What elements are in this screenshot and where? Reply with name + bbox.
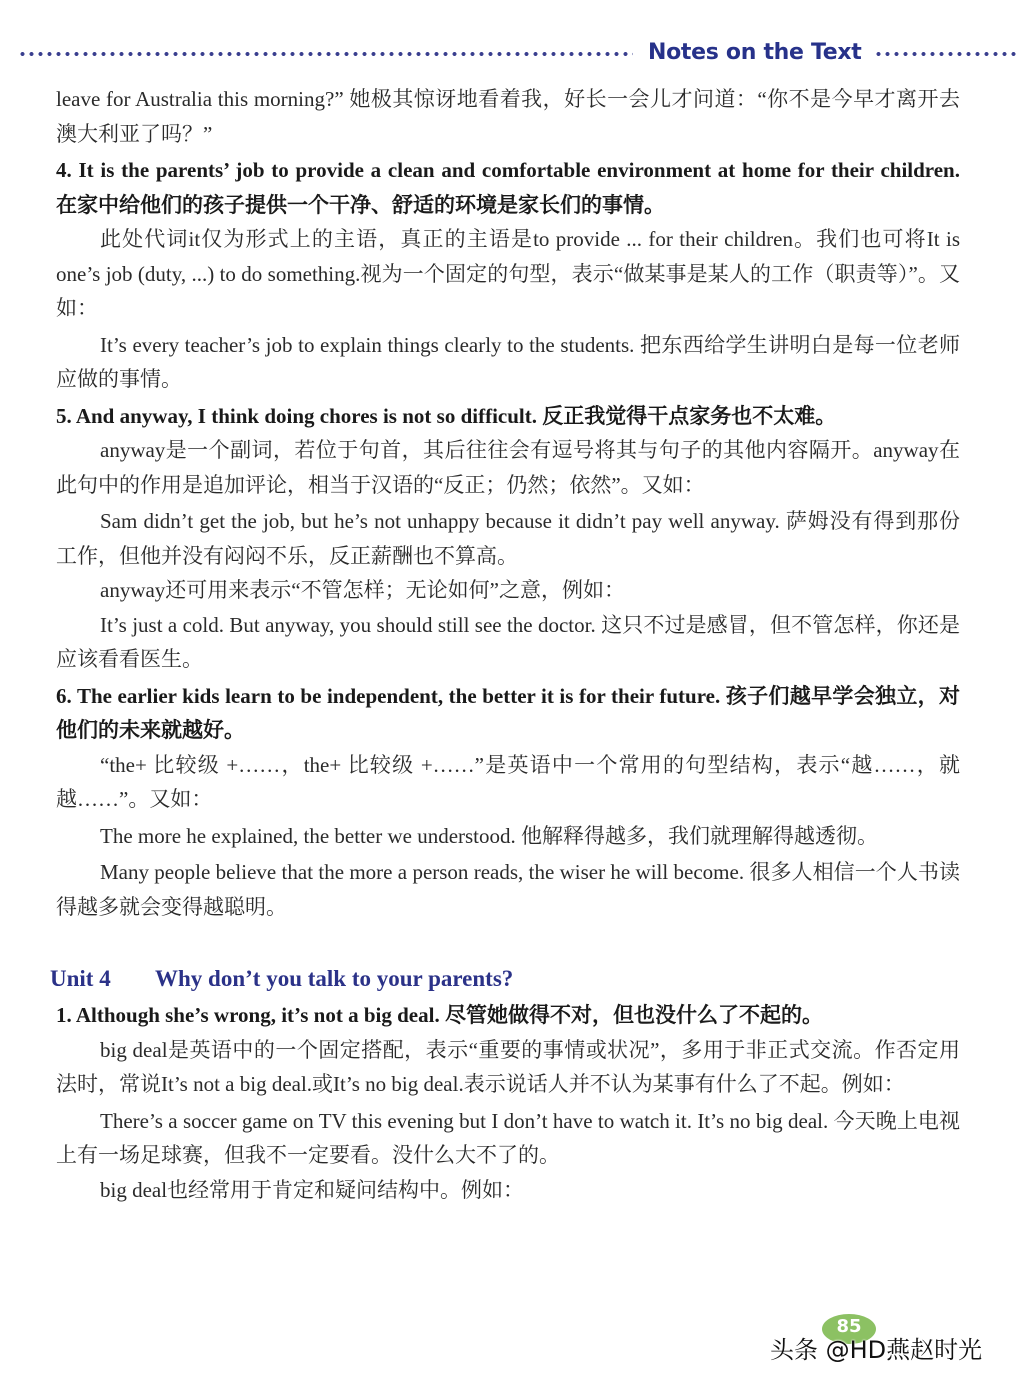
note-5-example-1: Sam didn’t get the job, but he’s not unhappy because it didn’t pay well anyway. 萨姆没有得到那份工作，但他并没有闷闷不乐，反正薪酬也不算高。 <box>56 509 960 568</box>
page-content <box>50 82 961 1207</box>
unit-heading <box>50 962 960 996</box>
unit-title: Why don’t you talk to your parents? <box>155 966 514 991</box>
note-6-heading-en: 6. The earlier kids learn to be independent, the better it is for their future. <box>56 683 721 708</box>
unit4-note-1-example-1: There’s a soccer game on TV this evening but I don’t have to watch it. It’s no big deal. 今天晚上电视上有一场足球赛，但我不一定要看。没什么大不了的。 <box>56 1108 960 1167</box>
unit4-note-1-heading-zh: 尽管她做得不对，但也没什么了不起的。 <box>439 1003 823 1027</box>
watermark-text: 头条 @HD燕赵时光 <box>770 1336 983 1364</box>
page-number-badge: 85 <box>822 1314 876 1344</box>
note-5-explanation-2: anyway还可用来表示“不管怎样；无论如何”之意，例如： <box>100 578 625 602</box>
note-4-heading-en: 4. It is the parents’ job to provide a clean and comfortable environment at home for their children. <box>56 158 960 182</box>
unit4-note-1-heading-en: 1. Although she’s wrong, it’s not a big deal. <box>56 1003 440 1027</box>
note-6-example-2: Many people believe that the more a person reads, the wiser he will become. 很多人相信一个人书读得越多就会变得越聪明。 <box>56 860 960 919</box>
note-6-example-1: The more he explained, the better we understood. 他解释得越多，我们就理解得越透彻。 <box>100 823 879 848</box>
page-header <box>0 40 1024 70</box>
note-5-heading-zh: 反正我觉得干点家务也不太难。 <box>536 403 837 428</box>
continuation-text: leave for Australia this morning?” 她极其惊讶地看着我，好长一会儿才问道：“你不是今早才离开去澳大利亚了吗？” <box>56 87 960 146</box>
note-5-heading <box>56 399 960 434</box>
note-4-heading-zh: 在家中给他们的孩子提供一个干净、舒适的环境是家长们的事情。 <box>56 192 665 217</box>
dotted-rule-left <box>18 51 633 57</box>
unit-label: Unit 4 <box>50 966 111 991</box>
unit4-note-1-explanation-1: big deal是英语中的一个固定搭配，表示“重要的事情或状况”，多用于非正式交流。作否定用法时，常说It’s not a big deal.或It’s no big deal.表示说话人并不认为某事有什么了不起。例如： <box>56 1037 960 1096</box>
unit4-note-1-explanation-2: big deal也经常用于肯定和疑问结构中。例如： <box>100 1177 525 1202</box>
unit4-note-1-heading <box>56 998 960 1033</box>
note-4-heading <box>56 153 960 222</box>
note-5-explanation-1: anyway是一个副词，若位于句首，其后往往会有逗号将其与句子的其他内容隔开。anyway在此句中的作用是追加评论，相当于汉语的“反正；仍然；依然”。又如： <box>56 438 960 497</box>
note-6-heading <box>56 679 960 748</box>
note-6-heading-zh: 孩子们越早学会独立，对他们的未来就越好。 <box>56 683 961 742</box>
note-5-example-2: It’s just a cold. But anyway, you should still see the doctor. 这只不过是感冒，但不管怎样，你还是应该看看医生。 <box>56 612 960 671</box>
note-4-explanation: 此处代词it仅为形式上的主语，真正的主语是to provide ... for their children。我们也可将It is one’s job (duty, ...) to do something.视为一个固定的句型，表示“做某事是某人的工作（职责等）”。又如： <box>56 227 960 320</box>
note-4-example: It’s every teacher’s job to explain things clearly to the students. 把东西给学生讲明白是每一位老师应做的事情。 <box>56 332 960 391</box>
note-5-heading-en: 5. And anyway, I think doing chores is not so difficult. <box>56 403 537 428</box>
note-6-explanation: “the+ 比较级 +……，the+ 比较级 +……”是英语中一个常用的句型结构，表示“越……，就越……”。又如： <box>56 752 960 811</box>
section-title: Notes on the Text <box>648 40 862 65</box>
dotted-rule-right <box>874 51 1020 57</box>
